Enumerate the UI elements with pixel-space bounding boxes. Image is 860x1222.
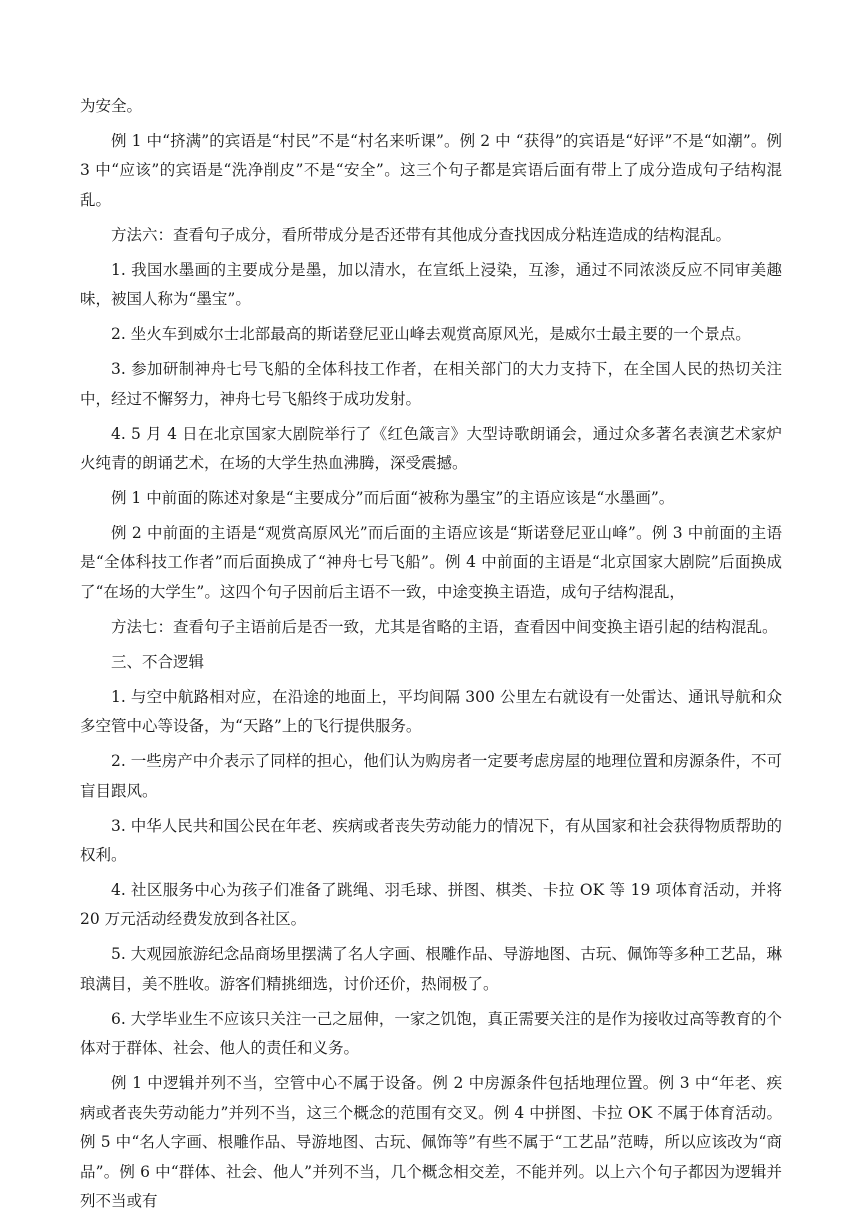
paragraph-method-six: 方法六：查看句子成分，看所带成分是否还带有其他成分查找因成分粘连造成的结构混乱。 xyxy=(111,225,732,244)
paragraph-logic-example-3: 3. 中华人民共和国公民在年老、疾病或者丧失劳动能力的情况下，有从国家和社会获得物质帮助的权利。 xyxy=(80,816,782,865)
paragraph-logic-example-4: 4. 社区服务中心为孩子们准备了跳绳、羽毛球、拼图、棋类、卡拉 OK 等 19 项体育活动，并将 20 万元活动经费发放到各社区。 xyxy=(80,881,782,929)
paragraph-logic-example-2: 2. 一些房产中介表示了同样的担心，他们认为购房者一定要考虑房屋的地理位置和房源条件，不可盲目跟风。 xyxy=(80,752,782,800)
paragraph-method-seven: 方法七：查看句子主语前后是否一致，尤其是省略的主语，查看因中间变换主语引起的结构混乱。 xyxy=(111,617,778,636)
paragraph-logic-example-5: 5. 大观园旅游纪念品商场里摆满了名人字画、根雕作品、导游地图、古玩、佩饰等多种工艺品，琳琅满目，美不胜收。游客们精挑细选，讨价还价，热闹极了。 xyxy=(80,945,782,993)
paragraph-logic-analysis: 例 1 中逻辑并列不当，空管中心不属于设备。例 2 中房源条件包括地理位置。例 3 中“年老、疾病或者丧失劳动能力”并列不当，这三个概念的范围有交叉。例 4 中拼图、卡拉 OK 不属于体育活动。例 5 中“名人字画、根雕作品、导游地图、古玩、佩饰等”有些不属于“工艺品”范畴，所以应该改为“商品”。例 6 中“群体、社会、他人”并列不当，几个概念相交差，不能并列。以上六个句子都因为逻辑并列不当或有 xyxy=(80,1074,782,1210)
paragraph-example-4: 4. 5 月 4 日在北京国家大剧院举行了《红色箴言》大型诗歌朗诵会，通过众多著名表演艺术家炉火纯青的朗诵艺术，在场的大学生热血沸腾，深受震撼。 xyxy=(80,424,782,473)
paragraph-explanation-objects: 例 1 中“挤满”的宾语是“村民”不是“村名来听课”。例 2 中 “获得”的宾语是“好评”不是“如潮”。例 3 中“应该”的宾语是“洗净削皮”不是“安全”。这三个句子都是宾语后面有带上了成分造成句子结构混乱。 xyxy=(80,132,782,209)
paragraph-continuation: 为安全。 xyxy=(80,97,143,115)
paragraph-example-1: 1. 我国水墨画的主要成分是墨，加以清水，在宣纸上浸染，互渗，通过不同浓淡反应不同审美趣味，被国人称为“墨宝”。 xyxy=(80,260,782,309)
paragraph-example-2: 2. 坐火车到威尔士北部最高的斯诺登尼亚山峰去观赏高原风光，是威尔士最主要的一个景点。 xyxy=(111,325,751,344)
paragraph-analysis-2-4: 例 2 中前面的主语是“观赏高原风光”而后面的主语应该是“斯诺登尼亚山峰”。例 3 中前面的主语是“全体科技工作者”而后面换成了“神舟七号飞船”。例 4 中前面的主语是“北京国家大剧院”后面换成了“在场的大学生”。这四个句子因前后主语不一致，中途变换主语造，成句子结构混乱， xyxy=(80,524,782,601)
paragraph-logic-example-1: 1. 与空中航路相对应，在沿途的地面上，平均间隔 300 公里左右就设有一处雷达、通讯导航和众多空管中心等设备，为“天路”上的飞行提供服务。 xyxy=(80,687,782,736)
section-heading-illogical: 三、不合逻辑 xyxy=(111,652,205,671)
paragraph-example-3: 3. 参加研制神舟七号飞船的全体科技工作者，在相关部门的大力支持下，在全国人民的热切关注中，经过不懈努力，神舟七号飞船终于成功发射。 xyxy=(80,360,782,408)
paragraph-analysis-1: 例 1 中前面的陈述对象是“主要成分”而后面“被称为墨宝”的主语应该是“水墨画”。 xyxy=(111,489,675,508)
paragraph-logic-example-6: 6. 大学毕业生不应该只关注一己之屈伸，一家之饥饱，真正需要关注的是作为接收过高等教育的个体对于群体、社会、他人的责任和义务。 xyxy=(80,1009,782,1058)
document-page xyxy=(80,92,782,1222)
